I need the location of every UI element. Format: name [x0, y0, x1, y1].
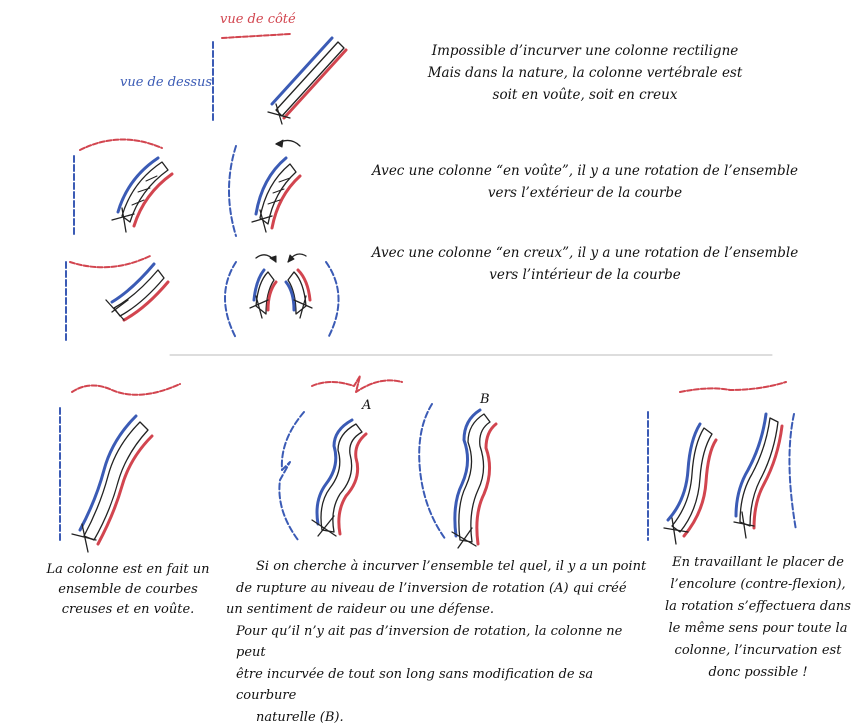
caption-line: de rupture au niveau de l’inversion de rotation (A) qui créé	[226, 578, 656, 600]
caption-line: Avec une colonne “en creux”, il y a une rotation de l’ensemble	[370, 242, 800, 264]
caption-line: vers l’intérieur de la courbe	[370, 264, 800, 286]
creux-column-figure	[66, 254, 339, 340]
bottom-middle-caption	[226, 556, 656, 728]
s-column-figure	[60, 384, 180, 552]
side-view-curve	[72, 384, 180, 395]
caption-line: Pour qu’il n’y ait pas d’inversion de rotation, la colonne ne peut	[226, 621, 656, 664]
label-b: B	[480, 392, 490, 407]
voute-column-figure	[74, 139, 300, 236]
caption-line: la rotation s’effectuera dans	[660, 596, 856, 618]
side-view-label: vue de côté	[220, 12, 296, 27]
straight-column-figure	[213, 34, 346, 124]
top-view-label: vue de dessus	[120, 75, 212, 90]
caption-line: naturelle (B).	[226, 707, 656, 728]
side-view-curve	[80, 139, 162, 150]
caption-line: Avec une colonne “en voûte”, il y a une rotation de l’ensemble	[370, 160, 800, 182]
caption-line: Si on cherche à incurver l’ensemble tel quel, il y a un point	[226, 556, 656, 578]
caption-line: donc possible !	[660, 662, 856, 684]
caption-line: colonne, l’incurvation est	[660, 640, 856, 662]
caption-line: ensemble de courbes	[38, 580, 218, 600]
side-view-line	[222, 34, 290, 38]
caption-line: En travaillant le placer de	[660, 552, 856, 574]
caption-line: être incurvée de tout son long sans modification de sa courbure	[226, 664, 656, 707]
caption-line: Mais dans la nature, la colonne vertébrale est	[400, 62, 770, 84]
side-view-curve	[680, 382, 786, 392]
creux-caption	[370, 242, 800, 286]
caption-line: le même sens pour toute la	[660, 618, 856, 640]
caption-line: creuses et en voûte.	[38, 600, 218, 620]
side-view-curve	[70, 256, 150, 267]
bottom-right-caption	[660, 552, 856, 684]
caption-line: vers l’extérieur de la courbe	[370, 182, 800, 204]
caption-line: La colonne est en fait un	[38, 560, 218, 580]
label-a: A	[362, 398, 371, 413]
caption-line: l’encolure (contre-flexion),	[660, 574, 856, 596]
caption-line: Impossible d’incurver une colonne rectiligne	[400, 40, 770, 62]
intro-caption	[400, 40, 770, 106]
rupture-column-figure	[279, 376, 496, 548]
side-view-curve	[312, 376, 402, 392]
caption-line: un sentiment de raideur ou une défense.	[226, 599, 656, 621]
voute-caption	[370, 160, 800, 204]
bottom-left-caption	[38, 560, 218, 620]
counter-flexion-figure	[648, 382, 796, 544]
caption-line: soit en voûte, soit en creux	[400, 84, 770, 106]
